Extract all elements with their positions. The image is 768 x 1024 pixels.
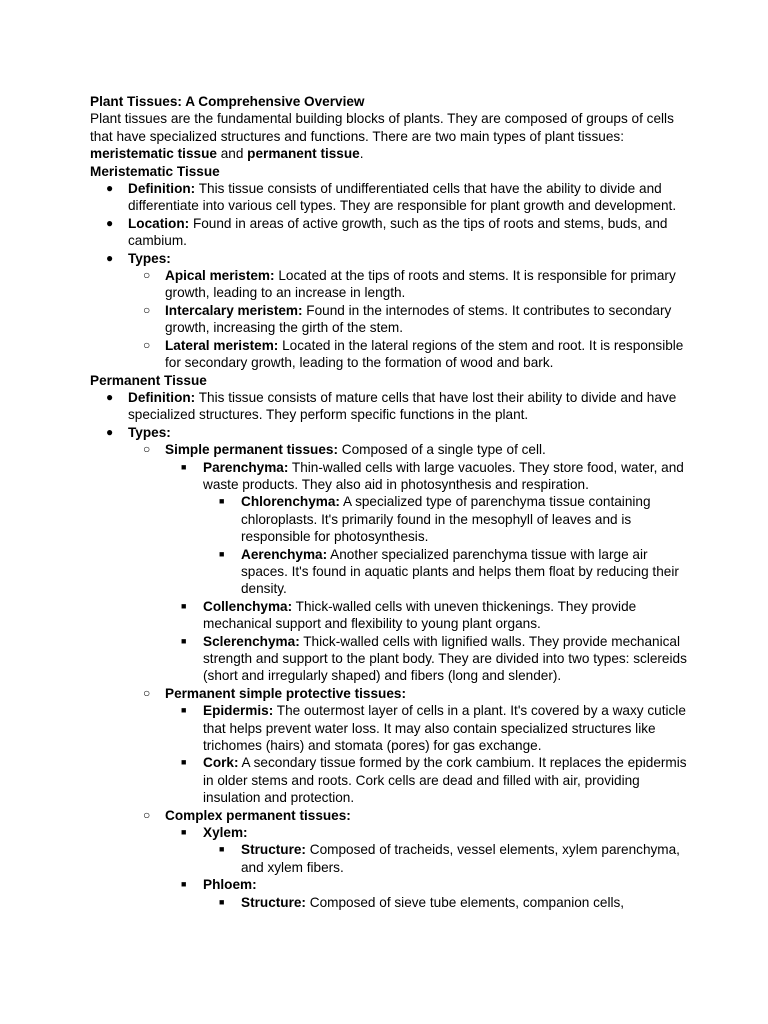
list-item-apical-meristem: ○ Apical meristem: Located at the tips of roots and stems. It is responsible for primary growth, leading to an increase in length. — [143, 268, 676, 301]
list-item-phloem: ■ Phloem: ■ Structure: Composed of sieve tube elements, companion cells, — [165, 876, 690, 911]
list-item-types: ● Types: ○ Apical meristem: Located at the tips of roots and stems. It is responsible for primary growth, leading to an increase in length. ○ Intercalary meristem: Found in the internodes of stems. It contributes to secondary growth, increasing the girth of the stem. ○ Lateral meristem: Located in the lateral regions of the stem and root. It is responsible for secondary growth, leading to the formation of wood and bark. — [90, 250, 690, 372]
list-item-cork: ■ Cork: A secondary tissue formed by the cork cambium. It replaces the epidermis in older stems and roots. Cork cells are dead and filled with air, providing insulation and protection. — [181, 755, 687, 806]
bullet-marker: ● — [106, 215, 114, 230]
list-item-aerenchyma: ■ Aerenchyma: Another specialized parenchyma tissue with large air spaces. It's found in aquatic plants and helps them float by reducing their density. — [219, 546, 679, 597]
permanent-list — [90, 389, 690, 911]
protective-tissues-list — [165, 702, 690, 806]
square-marker: ■ — [181, 635, 187, 646]
parenchyma-types-list — [203, 493, 690, 597]
list-item-complex-permanent: ○ Complex permanent tissues: ■ Xylem: ■ Structure: Composed of tracheids, vessel elements, xylem parenchyma, and xylem fibers. ■ Phloem: ■ Structure: Composed of sieve tube elements, companion cells, — [128, 807, 690, 911]
square-marker: ■ — [181, 827, 187, 838]
permanent-types-list — [128, 441, 690, 911]
square-marker: ■ — [181, 757, 187, 768]
circle-marker: ○ — [143, 807, 151, 822]
square-marker: ■ — [181, 461, 187, 472]
list-item-collenchyma: ■ Collenchyma: Thick-walled cells with uneven thickenings. They provide mechanical support and flexibility to young plant organs. — [181, 598, 637, 632]
circle-marker: ○ — [143, 302, 151, 317]
list-item-types: ● Types: ○ Simple permanent tissues: Composed of a single type of cell. ■ Parenchyma: Thin-walled cells with large vacuoles. They store food, water, and waste products. They also aid in photosynthesis and respiration. ■ Chlorenchyma: A specialized type of parenchyma tissue containing chloroplasts. It's primarily found in the mesophyll of leaves and is responsible for photosynthesis. ■ Aerenchyma: Another specialized parenchyma tissue with large air spaces. It's found in aquatic plants and helps them float by reducing their density. ■ Collenchyma: Thick-walled cells with uneven thickenings. They provide mechanical support and flexibility to young plant organs. ■ Sclerenchyma: Thick-walled cells with lignified walls. They provide mechanical strength and support to the plant body. They are divided into two types: sclereids (short and irregularly shaped) and fibers (long and slender). ○ Permanent simple protective tissues: ■ Epidermis: The outermost layer of cells in a plant. It's covered by a waxy cuticle that helps prevent water loss. It may also contain specialized structures like trichomes (hairs) and stomata (pores) for gas exchange. ■ Cork: A secondary tissue formed by the cork cambium. It replaces the epidermis in older stems and roots. Cork cells are dead and filled with air, providing insulation and protection. ○ Complex permanent tissues: ■ Xylem: ■ Structure: Composed of tracheids, vessel elements, xylem parenchyma, and xylem fibers. ■ Phloem: ■ Structure: Composed of sieve tube elements, companion cells, — [90, 424, 690, 911]
square-marker: ■ — [181, 879, 187, 890]
meristem-types-list — [128, 267, 690, 371]
list-item-intercalary-meristem: ○ Intercalary meristem: Found in the internodes of stems. It contributes to secondary growth, increasing the girth of the stem. — [143, 302, 672, 336]
meristematic-list — [90, 180, 690, 371]
bullet-marker: ● — [106, 250, 114, 265]
list-item-phloem-structure: ■ Structure: Composed of sieve tube elements, companion cells, — [219, 894, 625, 910]
list-item-lateral-meristem: ○ Lateral meristem: Located in the lateral regions of the stem and root. It is responsible for secondary growth, leading to the formation of wood and bark. — [143, 337, 684, 371]
xylem-details-list — [203, 841, 690, 876]
square-marker: ■ — [181, 600, 187, 611]
circle-marker: ○ — [143, 268, 151, 283]
list-item-simple-permanent: ○ Simple permanent tissues: Composed of a single type of cell. ■ Parenchyma: Thin-walled cells with large vacuoles. They store food, water, and waste products. They also aid in photosynthesis and respiration. ■ Chlorenchyma: A specialized type of parenchyma tissue containing chloroplasts. It's primarily found in the mesophyll of leaves and is responsible for photosynthesis. ■ Aerenchyma: Another specialized parenchyma tissue with large air spaces. It's found in aquatic plants and helps them float by reducing their density. ■ Collenchyma: Thick-walled cells with uneven thickenings. They provide mechanical support and flexibility to young plant organs. ■ Sclerenchyma: Thick-walled cells with lignified walls. They provide mechanical strength and support to the plant body. They are divided into two types: sclereids (short and irregularly shaped) and fibers (long and slender). — [128, 441, 690, 685]
circle-marker: ○ — [143, 685, 151, 700]
circle-marker: ○ — [143, 337, 151, 352]
square-marker: ■ — [219, 844, 225, 855]
complex-tissues-list — [165, 824, 690, 911]
list-item-definition: ● Definition: This tissue consists of undifferentiated cells that have the ability to divide and differentiate into various cell types. They are responsible for plant growth and development. — [106, 181, 677, 214]
document-content — [90, 93, 690, 911]
bullet-marker: ● — [106, 181, 114, 196]
list-item-xylem-structure: ■ Structure: Composed of tracheids, vessel elements, xylem parenchyma, and xylem fibers. — [219, 842, 680, 875]
square-marker: ■ — [219, 896, 225, 907]
simple-tissues-list — [165, 459, 690, 685]
bullet-marker: ● — [106, 424, 114, 439]
list-item-chlorenchyma: ■ Chlorenchyma: A specialized type of parenchyma tissue containing chloroplasts. It's primarily found in the mesophyll of leaves and is responsible for photosynthesis. — [219, 494, 651, 545]
list-item-epidermis: ■ Epidermis: The outermost layer of cells in a plant. It's covered by a waxy cuticle that helps prevent water loss. It may also contain specialized structures like trichomes (hairs) and stomata (pores) for gas exchange. — [181, 703, 686, 754]
list-item-xylem: ■ Xylem: ■ Structure: Composed of tracheids, vessel elements, xylem parenchyma, and xylem fibers. — [165, 824, 690, 876]
square-marker: ■ — [181, 705, 187, 716]
list-item-parenchyma: ■ Parenchyma: Thin-walled cells with large vacuoles. They store food, water, and waste products. They also aid in photosynthesis and respiration. ■ Chlorenchyma: A specialized type of parenchyma tissue containing chloroplasts. It's primarily found in the mesophyll of leaves and is responsible for photosynthesis. ■ Aerenchyma: Another specialized parenchyma tissue with large air spaces. It's found in aquatic plants and helps them float by reducing their density. — [165, 459, 690, 598]
square-marker: ■ — [219, 496, 225, 507]
bullet-marker: ● — [106, 389, 114, 404]
phloem-details-list — [203, 894, 690, 911]
list-item-protective-tissues: ○ Permanent simple protective tissues: ■ Epidermis: The outermost layer of cells in a plant. It's covered by a waxy cuticle that helps prevent water loss. It may also contain specialized structures like trichomes (hairs) and stomata (pores) for gas exchange. ■ Cork: A secondary tissue formed by the cork cambium. It replaces the epidermis in older stems and roots. Cork cells are dead and filled with air, providing insulation and protection. — [128, 685, 690, 807]
list-item-sclerenchyma: ■ Sclerenchyma: Thick-walled cells with lignified walls. They provide mechanical strength and support to the plant body. They are divided into two types: sclereids (short and irregularly shaped) and fibers (long and slender). — [181, 633, 687, 684]
square-marker: ■ — [219, 548, 225, 559]
list-item-location: ● Location: Found in areas of active growth, such as the tips of roots and stems, buds, and cambium. — [106, 215, 668, 249]
intro-paragraph: Plant tissues are the fundamental building blocks of plants. They are composed of groups of cells that have specialized structures and functions. There are two main types of plant tissues: meristematic tissue and permanent tissue. — [90, 111, 674, 162]
section-heading-meristematic: Meristematic Tissue — [90, 163, 220, 179]
document-title: Plant Tissues: A Comprehensive Overview — [90, 94, 365, 109]
circle-marker: ○ — [143, 442, 151, 457]
list-item-definition: ● Definition: This tissue consists of mature cells that have lost their ability to divide and have specialized structures. They perform specific functions in the plant. — [106, 389, 677, 423]
section-heading-permanent: Permanent Tissue — [90, 372, 207, 388]
